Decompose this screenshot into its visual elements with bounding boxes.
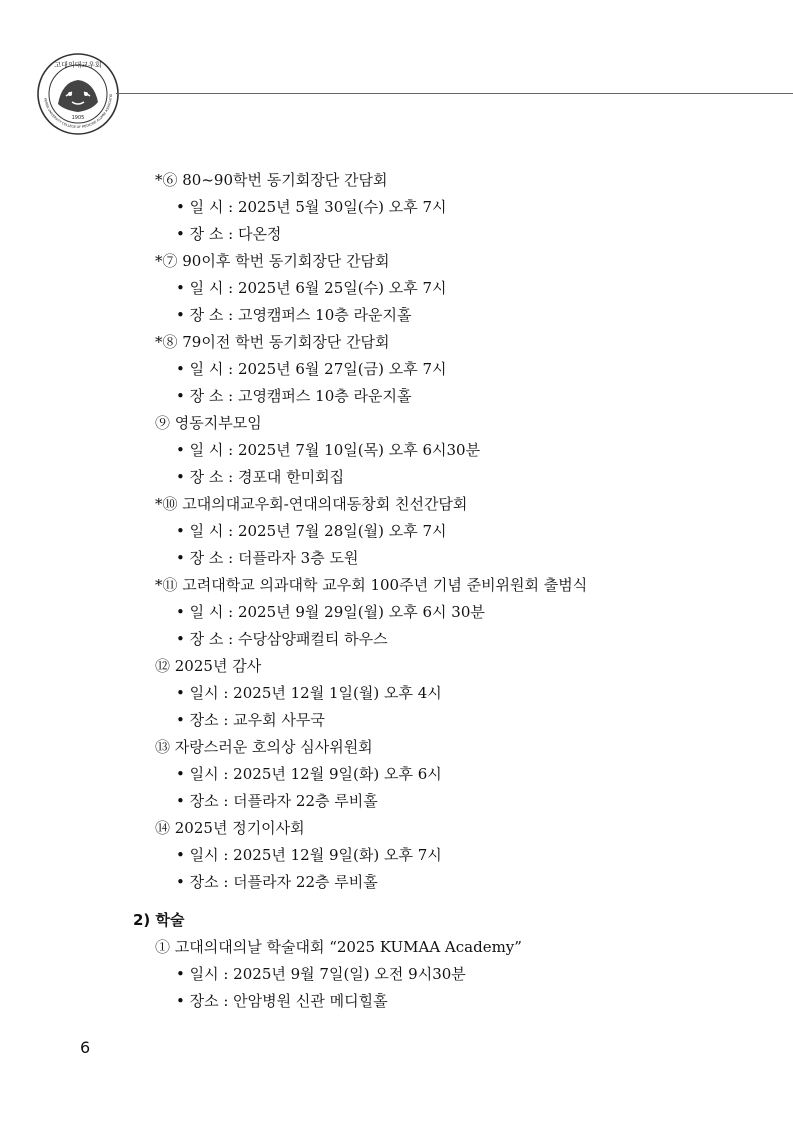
meeting-date: • 일시 : 2025년 12월 9일(화) 오후 6시 [176,765,442,783]
association-seal-logo [36,52,120,136]
meeting-date: • 일시 : 2025년 12월 1일(월) 오후 4시 [176,684,442,702]
meeting-title: *⑧ 79이전 학번 동기회장단 간담회 [155,333,390,351]
meeting-date: • 일 시 : 2025년 7월 10일(목) 오후 6시30분 [176,441,481,459]
meeting-title: *⑩ 고대의대교우회-연대의대동창회 친선간담회 [155,495,468,513]
meeting-place: • 장 소 : 고영캠퍼스 10층 라운지홀 [176,306,412,324]
meeting-place: • 장소 : 더플라자 22층 루비홀 [176,873,378,891]
meeting-place: • 장소 : 더플라자 22층 루비홀 [176,792,378,810]
meeting-date: • 일 시 : 2025년 7월 28일(월) 오후 7시 [176,522,447,540]
meeting-title: *⑥ 80~90학번 동기회장단 간담회 [155,171,388,189]
svg-text:고대의대교우회: 고대의대교우회 [54,61,102,69]
meeting-place: • 장소 : 교우회 사무국 [176,711,325,729]
event-date: • 일시 : 2025년 9월 7일(일) 오전 9시30분 [176,965,466,983]
meeting-title: ⑭ 2025년 정기이사회 [155,819,305,837]
section-heading: 2) 학술 [133,911,185,929]
meeting-date: • 일 시 : 2025년 5월 30일(수) 오후 7시 [176,198,447,216]
meeting-place: • 장 소 : 고영캠퍼스 10층 라운지홀 [176,387,412,405]
meeting-title: ⑬ 자랑스러운 호의상 심사위원회 [155,738,373,756]
meeting-title: *⑪ 고려대학교 의과대학 교우회 100주년 기념 준비위원회 출범식 [155,576,588,594]
meeting-title: *⑦ 90이후 학번 동기회장단 간담회 [155,252,390,270]
event-title: ① 고대의대의날 학술대회 “2025 KUMAA Academy” [155,938,522,956]
meeting-date: • 일시 : 2025년 12월 9일(화) 오후 7시 [176,846,442,864]
meeting-date: • 일 시 : 2025년 9월 29일(월) 오후 6시 30분 [176,603,485,621]
svg-text:1905: 1905 [71,115,85,121]
meeting-date: • 일 시 : 2025년 6월 25일(수) 오후 7시 [176,279,447,297]
svg-text:KOREA UNIVERSITY COLLEGE OF ME: KOREA UNIVERSITY COLLEGE OF MEDICINE ALUMNI ASSOCIATIO [43,93,114,130]
event-place: • 장소 : 안암병원 신관 메디힐홀 [176,992,388,1010]
meeting-date: • 일 시 : 2025년 6월 27일(금) 오후 7시 [176,360,447,378]
meeting-place: • 장 소 : 다온정 [176,225,282,243]
page-number: 6 [80,1038,91,1057]
header-rule [116,93,793,94]
meeting-place: • 장 소 : 수당삼양패컬티 하우스 [176,630,388,648]
meeting-title: ⑨ 영동지부모임 [155,414,262,432]
meeting-place: • 장 소 : 경포대 한미회집 [176,468,345,486]
meeting-title: ⑫ 2025년 감사 [155,657,262,675]
meeting-place: • 장 소 : 더플라자 3층 도원 [176,549,359,567]
